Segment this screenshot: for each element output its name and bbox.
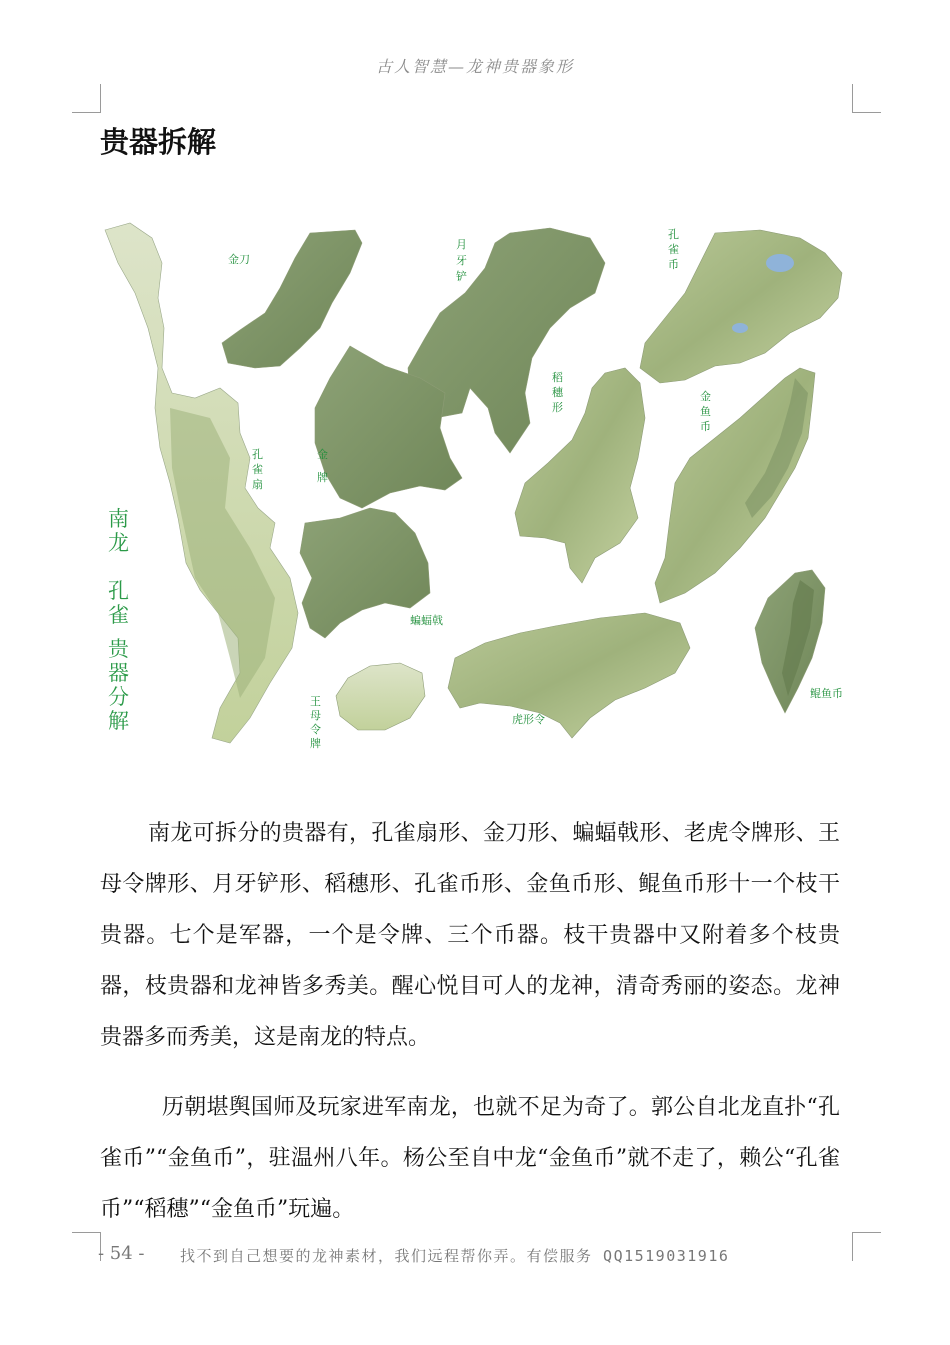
section-title: 贵器拆解: [100, 125, 217, 159]
lake-kongquebi-2: [732, 323, 748, 333]
label-yueyachan-1: 月: [456, 238, 467, 251]
label-jinyubi-2: 鱼: [700, 405, 711, 418]
label-jinyubi-1: 金: [700, 390, 711, 403]
label-kunyubi: 鲲鱼币: [810, 687, 843, 700]
crop-mark-top-right: [852, 84, 881, 113]
side-caption-3: 孔: [108, 579, 129, 603]
region-daosui: [515, 368, 645, 583]
label-kongquebi-3: 币: [668, 258, 679, 271]
region-jindao: [222, 230, 362, 368]
label-wangmulingpai-3: 令: [310, 723, 321, 736]
label-wangmulingpai-4: 牌: [310, 737, 321, 750]
label-jinpai-1: 金: [317, 448, 328, 461]
side-caption-2: 龙: [108, 531, 129, 555]
side-caption-1: 南: [108, 507, 129, 531]
label-wangmulingpai-1: 王: [310, 695, 321, 708]
map-figure: [100, 218, 850, 753]
side-caption-7: 分: [108, 685, 129, 709]
crop-mark-bottom-left: [72, 1232, 101, 1261]
crop-mark-top-left: [72, 84, 101, 113]
lake-kongquebi: [766, 254, 794, 272]
side-caption-4: 雀: [108, 603, 129, 627]
footer-ad-text: 找不到自己想要的龙神素材，我们远程帮你弄。有偿服务 QQ1519031916: [180, 1247, 730, 1265]
label-jindao: 金刀: [228, 253, 250, 266]
label-daosui-1: 稻: [552, 371, 563, 384]
side-caption-8: 解: [108, 709, 129, 733]
label-huxingling: 虎形令: [512, 713, 545, 726]
region-wangmulingpai: [336, 663, 425, 730]
label-kongqueshan-1: 孔: [252, 448, 263, 461]
label-daosui-2: 穗: [552, 386, 563, 399]
label-yueyachan-3: 铲: [456, 270, 467, 283]
terrain-map: [100, 218, 850, 753]
running-header: 古人智慧—龙神贵器象形: [375, 57, 574, 76]
label-kongqueshan-3: 扇: [252, 478, 263, 491]
page-number: - 54 -: [98, 1243, 145, 1264]
label-kongqueshan-2: 雀: [252, 463, 263, 476]
label-daosui-3: 形: [552, 401, 563, 414]
label-jinyubi-3: 币: [700, 420, 711, 433]
label-kongquebi-1: 孔: [668, 228, 679, 241]
side-caption-5: 贵: [108, 637, 129, 661]
label-kongquebi-2: 雀: [668, 243, 679, 256]
label-yueyachan-2: 牙: [456, 254, 467, 267]
body-paragraph-2: 历朝堪舆国师及玩家进军南龙，也就不足为奇了。郭公自北龙直扑“孔雀币”“金鱼币”，驻温州八年。杨公至自中龙“金鱼币”就不走了，赖公“孔雀币”“稻穗”“金鱼币”玩遍。: [100, 1095, 840, 1222]
label-bianfuji: 蝙蝠戟: [410, 614, 443, 627]
label-wangmulingpai-2: 母: [310, 709, 321, 722]
crop-mark-bottom-right: [852, 1232, 881, 1261]
label-jinpai-2: 牌: [317, 471, 328, 484]
side-caption-6: 器: [108, 661, 129, 685]
body-paragraph-1: 南龙可拆分的贵器有，孔雀扇形、金刀形、蝙蝠戟形、老虎令牌形、王母令牌形、月牙铲形、稻穗形、孔雀币形、金鱼币形、鲲鱼币形十一个枝干贵器。七个是军器，一个是令牌、三个币器。枝干贵器中又附着多个枝贵器，枝贵器和龙神皆多秀美。醒心悦目可人的龙神，清奇秀丽的姿态。龙神贵器多而秀美，这是南龙的特点。: [100, 821, 840, 1050]
region-huxingling: [448, 613, 690, 738]
